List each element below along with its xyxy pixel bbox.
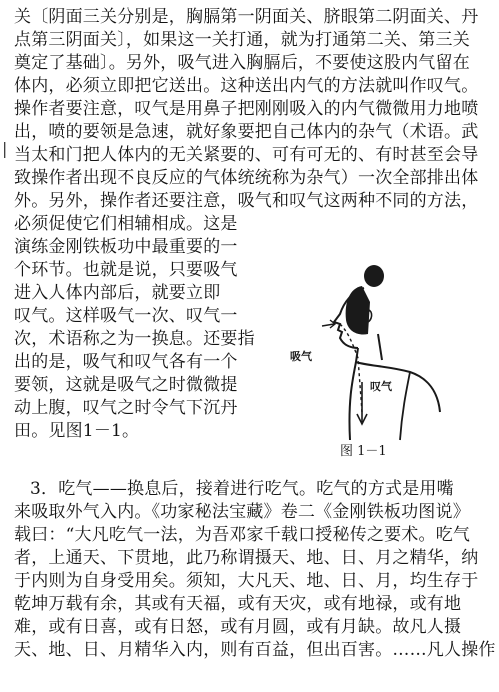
- label-inhale: 吸气: [290, 350, 312, 363]
- back-of-neck: [378, 334, 382, 360]
- text-line: 必须促使它们相辅相成。这是: [14, 214, 238, 234]
- text-line: 叹气。这样吸气一次、叹气一: [14, 306, 238, 326]
- text-line: 个环节。也就是说，只要吸气: [14, 260, 238, 280]
- text-line: 乾坤万载有余，其或有天福，或有天灾，或有地禄，或有地: [14, 594, 462, 614]
- text-line: 当太和门把人体内的无关紧要的、可有可无的、有时甚至会导: [14, 145, 479, 165]
- shoulder-line: [356, 348, 440, 412]
- figure-breathing-illustration: [278, 262, 478, 472]
- text-line: 者，上通天、下贯地，此乃称谓摄天、地、日、月之精华，纳: [14, 548, 479, 568]
- text-line: 出的是，吸气和叹气各有一个: [14, 352, 238, 372]
- text-line: 奠定了基础〕。另外，吸气进入胸膈后，不要使这股内气留在: [14, 53, 470, 73]
- text-line: 于内则为自身受用矣。须知，大凡天、地、日、月，均生存于: [14, 571, 479, 591]
- text-line: 外。另外，操作者还要注意，吸气和叹气这两种不同的方法，: [14, 191, 479, 211]
- chest-line: [349, 362, 356, 440]
- text-line: 次，术语称之为一换息。还要指: [14, 329, 255, 349]
- text-line: 进入人体内部后，就要立即: [14, 283, 221, 303]
- text-line: 动上腹，叹气之时令气下沉丹: [14, 398, 238, 418]
- margin-mark: |: [2, 139, 8, 158]
- text-line: 操作者要注意，叹气是用鼻子把刚刚吸入的内气微微用力地喷: [14, 99, 479, 119]
- figure-caption: 图 1－1: [340, 444, 387, 459]
- text-line: 要领，这就是吸气之时微微提: [14, 375, 238, 395]
- text-line: 出，喷的要领是急速，就好象要把自己体内的杂气（术语。武: [14, 122, 479, 142]
- text-line: 田。见图1－1。: [14, 421, 140, 441]
- text-line: 关〔阴面三关分别是，胸膈第一阴面关、脐眼第二阴面关、丹: [14, 7, 479, 27]
- text-line: 致操作者出现不良反应的气体统统称为杂气）一次全部排出体: [14, 168, 479, 188]
- text-line: 难，或有日喜，或有日怒，或有月圆，或有月缺。故凡人摄: [14, 617, 462, 637]
- arm-line: [400, 372, 410, 440]
- text-line: 体内，必须立即把它送出。这种送出内气的方法就叫作叹气。: [14, 76, 479, 96]
- text-line: 演练金刚铁板功中最重要的一: [14, 237, 238, 257]
- label-exhale: 叹气: [370, 380, 392, 393]
- text-line: 天、地、日、月精华入内，则有百益，但出百害。……凡人操作: [14, 640, 496, 660]
- text-line: 3．吃气——换息后，接着进行吃气。吃气的方式是用嘴: [30, 479, 454, 499]
- text-line: 载曰：“大凡吃气一法，为吾邓家千载口授秘传之要术。吃气: [14, 525, 471, 545]
- text-line: 来吸取外气入内。《功家秘法宝藏》卷二《金刚铁板功图说》: [14, 502, 470, 522]
- text-line: 点第三阴面关〕，如果这一关打通，就为打通第二关、第三关: [14, 30, 470, 50]
- hair-topknot: [364, 265, 384, 287]
